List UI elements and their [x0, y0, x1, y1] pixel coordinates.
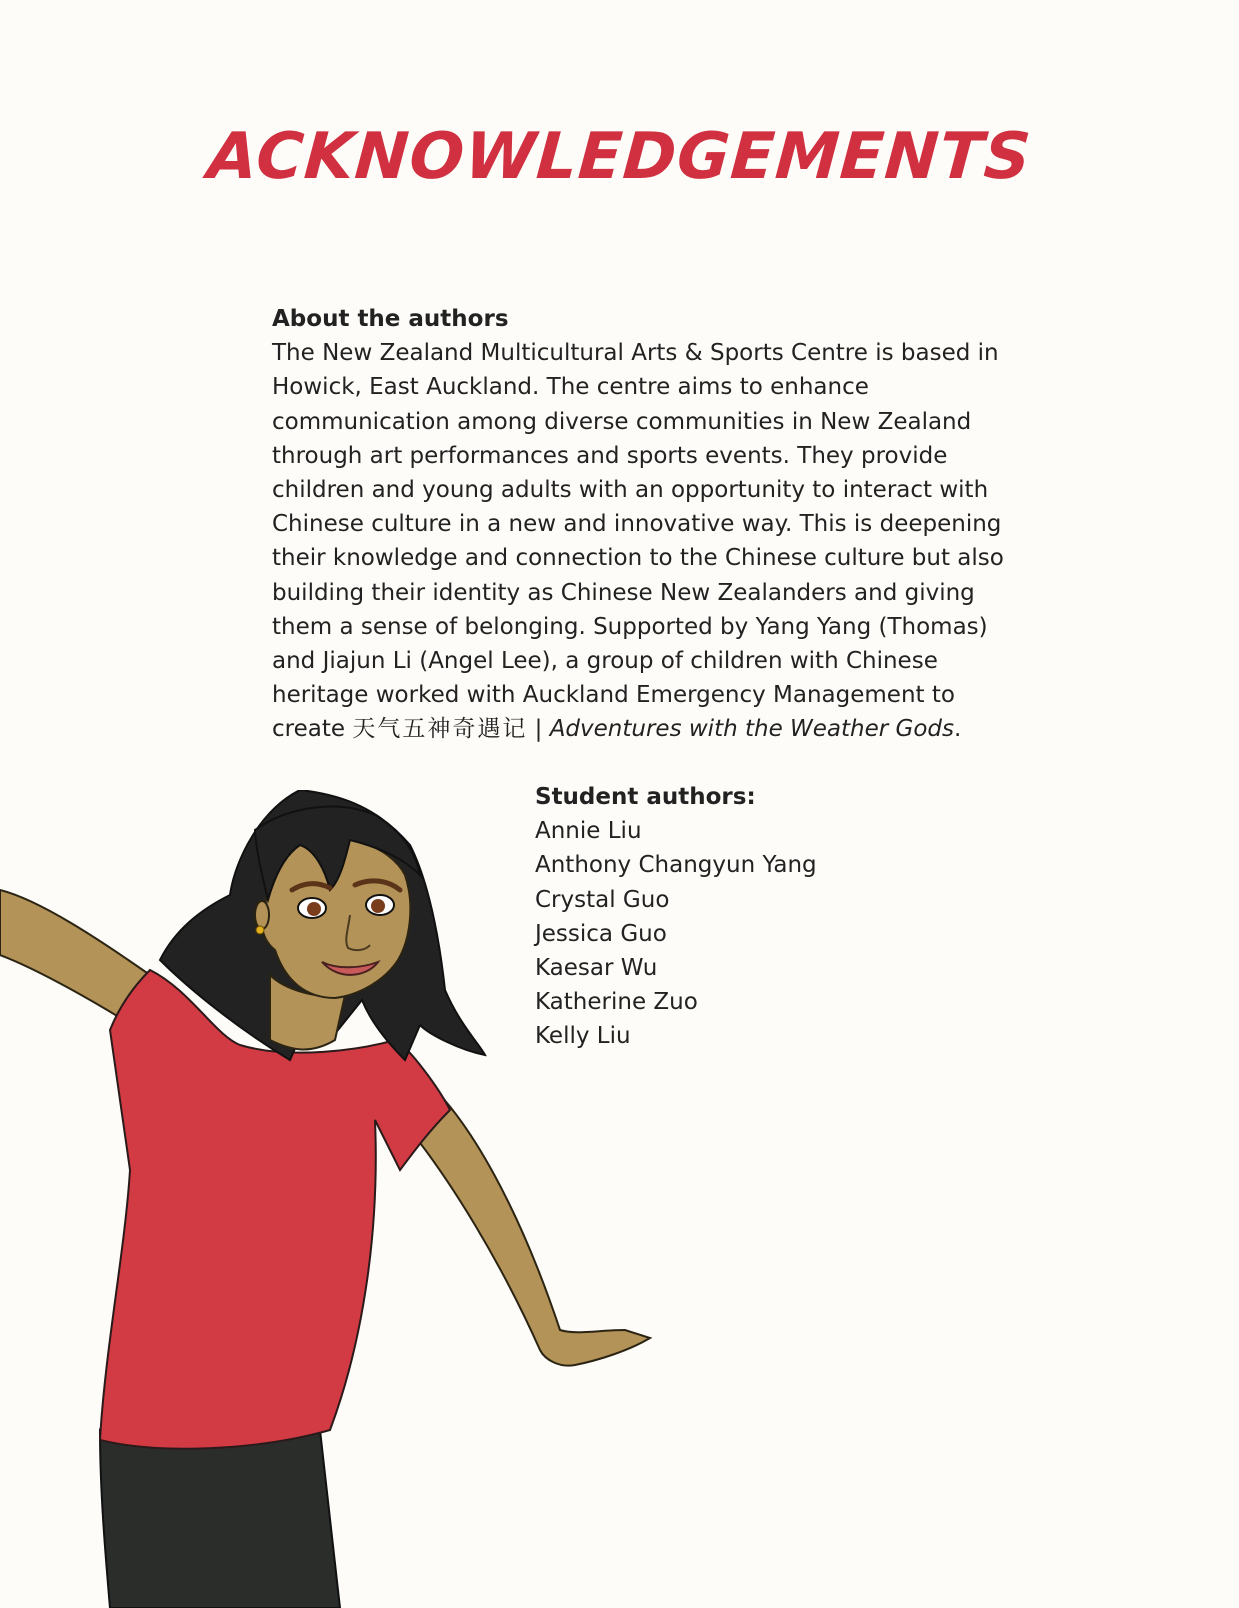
student-author-name: Crystal Guo	[535, 886, 670, 913]
english-book-title: Adventures with the Weather Gods	[549, 716, 955, 743]
about-authors-heading: About the authors	[272, 306, 509, 332]
girl-ear	[255, 901, 269, 929]
page-title: ACKNOWLEDGEMENTS	[205, 120, 1034, 194]
girl-pants	[100, 1430, 340, 1608]
about-authors-paragraph	[272, 336, 1012, 746]
student-author-name: Jessica Guo	[535, 920, 667, 947]
student-author-name: Kelly Liu	[535, 1023, 631, 1050]
about-body-text: The New Zealand Multicultural Arts & Sports Centre is based in Howick, East Auckland. The centre aims to enhance communication among diverse communities in New Zealand through art performances and sports events. They provide children and young adults with an opportunity to interact with Chinese culture in a new and innovative way. This is deepening their knowledge and connection to the Chinese culture but also building their identity as Chinese New Zealanders and giving them a sense of belonging. Supported by Yang Yang (Thomas) and Jiajun Li (Angel Lee), a group of children with Chinese heritage worked with Auckland Emergency Management to create	[272, 340, 1004, 743]
about-authors-section	[272, 302, 1012, 747]
end-punctuation: .	[954, 716, 962, 743]
chinese-book-title: 天气五神奇遇记	[352, 716, 528, 743]
girl-illustration	[0, 790, 680, 1608]
student-author-name: Katherine Zuo	[535, 989, 698, 1016]
girl-left-iris	[307, 902, 321, 916]
student-author-name: Annie Liu	[535, 818, 642, 845]
title-separator: |	[534, 716, 543, 743]
girl-right-arm	[410, 1080, 650, 1366]
student-author-name: Anthony Changyun Yang	[535, 852, 817, 879]
student-authors-heading: Student authors:	[535, 784, 756, 810]
earring-icon	[256, 926, 264, 934]
student-author-name: Kaesar Wu	[535, 955, 658, 982]
girl-right-iris	[371, 899, 385, 913]
